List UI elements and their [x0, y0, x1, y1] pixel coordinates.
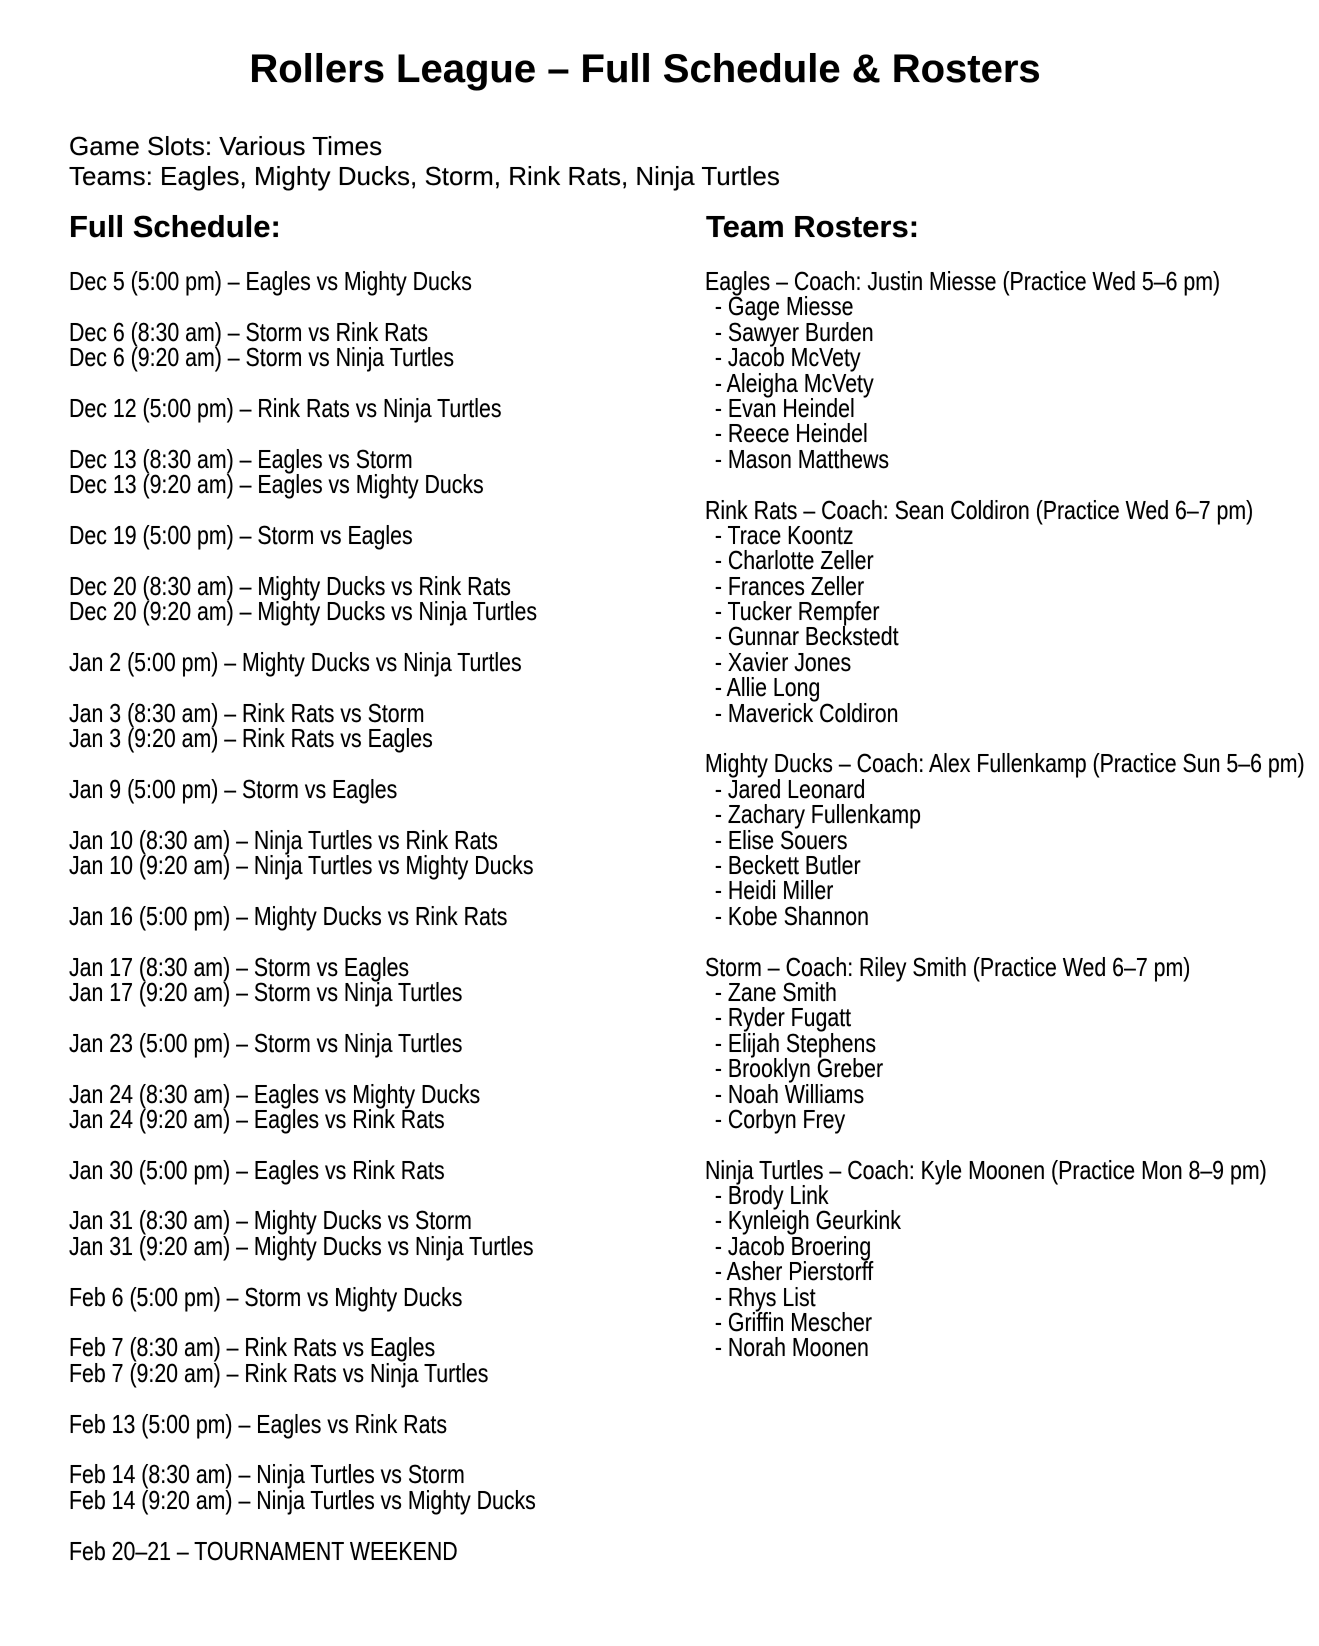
schedule-group: [69, 570, 538, 627]
schedule-entry: Dec 20 (9:20 am) – Mighty Ducks vs Ninja Turtles: [69, 596, 538, 627]
player-entry: - Rhys List: [714, 1281, 816, 1312]
team-header: Storm – Coach: Riley Smith (Practice Wed 6–7 pm): [705, 951, 1191, 982]
schedule-entry: Dec 6 (8:30 am) – Storm vs Rink Rats: [69, 316, 429, 347]
player-entry: - Mason Matthews: [714, 443, 890, 474]
schedule-entry: Dec 13 (8:30 am) – Eagles vs Storm: [69, 443, 413, 474]
schedule-entry: Jan 23 (5:00 pm) – Storm vs Ninja Turtles: [69, 1027, 463, 1058]
schedule-entry: Jan 10 (9:20 am) – Ninja Turtles vs Mighty Ducks: [69, 849, 534, 880]
schedule-entry: Dec 12 (5:00 pm) – Rink Rats vs Ninja Turtles: [69, 392, 502, 423]
player-entry: - Heidi Miller: [714, 875, 834, 906]
team-roster: [705, 494, 1305, 728]
player-entry: - Gunnar Beckstedt: [714, 621, 899, 652]
schedule-entry: Jan 31 (9:20 am) – Mighty Ducks vs Ninja Turtles: [69, 1230, 534, 1261]
schedule-entry: Dec 20 (8:30 am) – Mighty Ducks vs Rink Rats: [69, 570, 511, 601]
schedule-group: [69, 392, 537, 423]
schedule-group: [69, 773, 537, 804]
schedule-entry: Dec 5 (5:00 pm) – Eagles vs Mighty Ducks: [69, 266, 472, 296]
schedule-group: [69, 951, 537, 1007]
player-entry: - Tucker Rempfer: [714, 596, 880, 627]
team-roster: [705, 951, 1305, 1134]
intro-line-teams: Teams: Eagles, Mighty Ducks, Storm, Rink Rats, Ninja Turtles: [69, 161, 780, 191]
schedule-group: [69, 1332, 537, 1388]
schedule-entry: Dec 6 (9:20 am) – Storm vs Ninja Turtles: [69, 342, 455, 373]
schedule-entry: Feb 14 (9:20 am) – Ninja Turtles vs Mighty Ducks: [69, 1484, 536, 1515]
schedule-entry: Feb 7 (8:30 am) – Rink Rats vs Eagles: [69, 1332, 436, 1363]
schedule-group: [69, 519, 537, 550]
player-entry: - Elise Souers: [714, 824, 848, 855]
page-title: Rollers League – Full Schedule & Rosters: [249, 47, 1041, 91]
player-entry: - Beckett Butler: [714, 849, 861, 880]
intro-block: [69, 131, 780, 191]
team-roster: [705, 748, 1305, 931]
schedule-group: [69, 1408, 537, 1439]
player-entry: - Charlotte Zeller: [714, 545, 874, 576]
schedule-entry: Jan 2 (5:00 pm) – Mighty Ducks vs Ninja Turtles: [69, 646, 522, 677]
player-entry: - Reece Heindel: [714, 418, 868, 449]
team-header: Rink Rats – Coach: Sean Coldiron (Practice Wed 6–7 pm): [705, 494, 1254, 525]
schedule-group: [69, 443, 537, 500]
player-entry: - Xavier Jones: [714, 646, 852, 677]
team-header: Ninja Turtles – Coach: Kyle Moonen (Practice Mon 8–9 pm): [705, 1154, 1267, 1185]
schedule-heading: Full Schedule:: [69, 209, 281, 244]
player-entry: - Maverick Coldiron: [714, 697, 899, 728]
rosters-list: [705, 266, 1305, 1386]
schedule-entry: Jan 3 (9:20 am) – Rink Rats vs Eagles: [69, 723, 433, 754]
schedule-entry: Jan 17 (8:30 am) – Storm vs Eagles: [69, 951, 410, 982]
player-entry: - Noah Williams: [714, 1078, 865, 1109]
schedule-entry: Jan 24 (9:20 am) – Eagles vs Rink Rats: [69, 1103, 445, 1134]
player-entry: - Evan Heindel: [714, 392, 855, 423]
player-entry: - Elijah Stephens: [714, 1027, 877, 1058]
player-entry: - Brody Link: [714, 1180, 829, 1211]
team-roster: [705, 266, 1305, 474]
schedule-group: [69, 1281, 537, 1312]
schedule-entry: Feb 6 (5:00 pm) – Storm vs Mighty Ducks: [69, 1281, 463, 1312]
schedule-group: [69, 1205, 537, 1261]
intro-line-game-slots: Game Slots: Various Times: [69, 131, 383, 161]
schedule-group: [69, 900, 537, 931]
schedule-entry: Jan 31 (8:30 am) – Mighty Ducks vs Storm: [69, 1205, 472, 1236]
player-entry: - Kynleigh Geurkink: [714, 1205, 901, 1236]
schedule-entry: Jan 30 (5:00 pm) – Eagles vs Rink Rats: [69, 1154, 445, 1185]
player-entry: - Trace Koontz: [714, 519, 854, 550]
player-entry: - Jacob McVety: [714, 342, 861, 373]
player-entry: - Asher Pierstorff: [714, 1256, 874, 1287]
schedule-group: [69, 1459, 537, 1515]
schedule-group: [69, 646, 537, 677]
schedule-entry: Jan 3 (8:30 am) – Rink Rats vs Storm: [69, 697, 425, 728]
player-entry: - Sawyer Burden: [714, 316, 874, 347]
schedule-entry: Jan 10 (8:30 am) – Ninja Turtles vs Rink Rats: [69, 824, 498, 855]
schedule-group: [69, 1078, 537, 1134]
schedule-entry: Dec 13 (9:20 am) – Eagles vs Mighty Ducks: [69, 469, 484, 500]
player-entry: - Gage Miesse: [714, 291, 854, 322]
player-entry: - Jacob Broering: [714, 1230, 872, 1261]
schedule-group: [69, 1154, 537, 1185]
player-entry: - Zachary Fullenkamp: [714, 799, 922, 830]
schedule-group: [69, 697, 537, 754]
schedule-entry: Jan 24 (8:30 am) – Eagles vs Mighty Ducks: [69, 1078, 481, 1109]
schedule-group: [69, 1027, 537, 1058]
schedule-entry: Jan 9 (5:00 pm) – Storm vs Eagles: [69, 773, 398, 804]
schedule-entry: Feb 7 (9:20 am) – Rink Rats vs Ninja Turtles: [69, 1357, 489, 1388]
schedule-list: [69, 266, 538, 1589]
schedule-entry: Feb 13 (5:00 pm) – Eagles vs Rink Rats: [69, 1408, 448, 1439]
player-entry: - Corbyn Frey: [714, 1103, 846, 1134]
rosters-heading: Team Rosters:: [706, 209, 920, 244]
schedule-entry: Jan 17 (9:20 am) – Storm vs Ninja Turtles: [69, 976, 463, 1007]
player-entry: - Norah Moonen: [714, 1332, 869, 1363]
player-entry: - Aleigha McVety: [714, 367, 874, 398]
schedule-group: [69, 316, 537, 373]
player-entry: - Jared Leonard: [714, 773, 866, 804]
player-entry: - Ryder Fugatt: [714, 1002, 852, 1033]
schedule-entry: Jan 16 (5:00 pm) – Mighty Ducks vs Rink Rats: [69, 900, 508, 931]
team-header: Mighty Ducks – Coach: Alex Fullenkamp (Practice Sun 5–6 pm): [705, 748, 1305, 779]
schedule-entry: Dec 19 (5:00 pm) – Storm vs Eagles: [69, 519, 413, 550]
schedule-group: [69, 1535, 537, 1566]
team-roster: [705, 1154, 1305, 1363]
schedule-group: [69, 266, 537, 296]
schedule-entry: Feb 20–21 – TOURNAMENT WEEKEND: [69, 1535, 458, 1566]
player-entry: - Griffin Mescher: [714, 1307, 873, 1338]
player-entry: - Frances Zeller: [714, 570, 865, 601]
player-entry: - Zane Smith: [714, 976, 837, 1007]
player-entry: - Brooklyn Greber: [714, 1053, 884, 1084]
schedule-group: [69, 824, 537, 880]
team-header: Eagles – Coach: Justin Miesse (Practice Wed 5–6 pm): [705, 266, 1221, 296]
player-entry: - Allie Long: [714, 672, 821, 703]
schedule-entry: Feb 14 (8:30 am) – Ninja Turtles vs Storm: [69, 1459, 465, 1490]
player-entry: - Kobe Shannon: [714, 900, 869, 931]
